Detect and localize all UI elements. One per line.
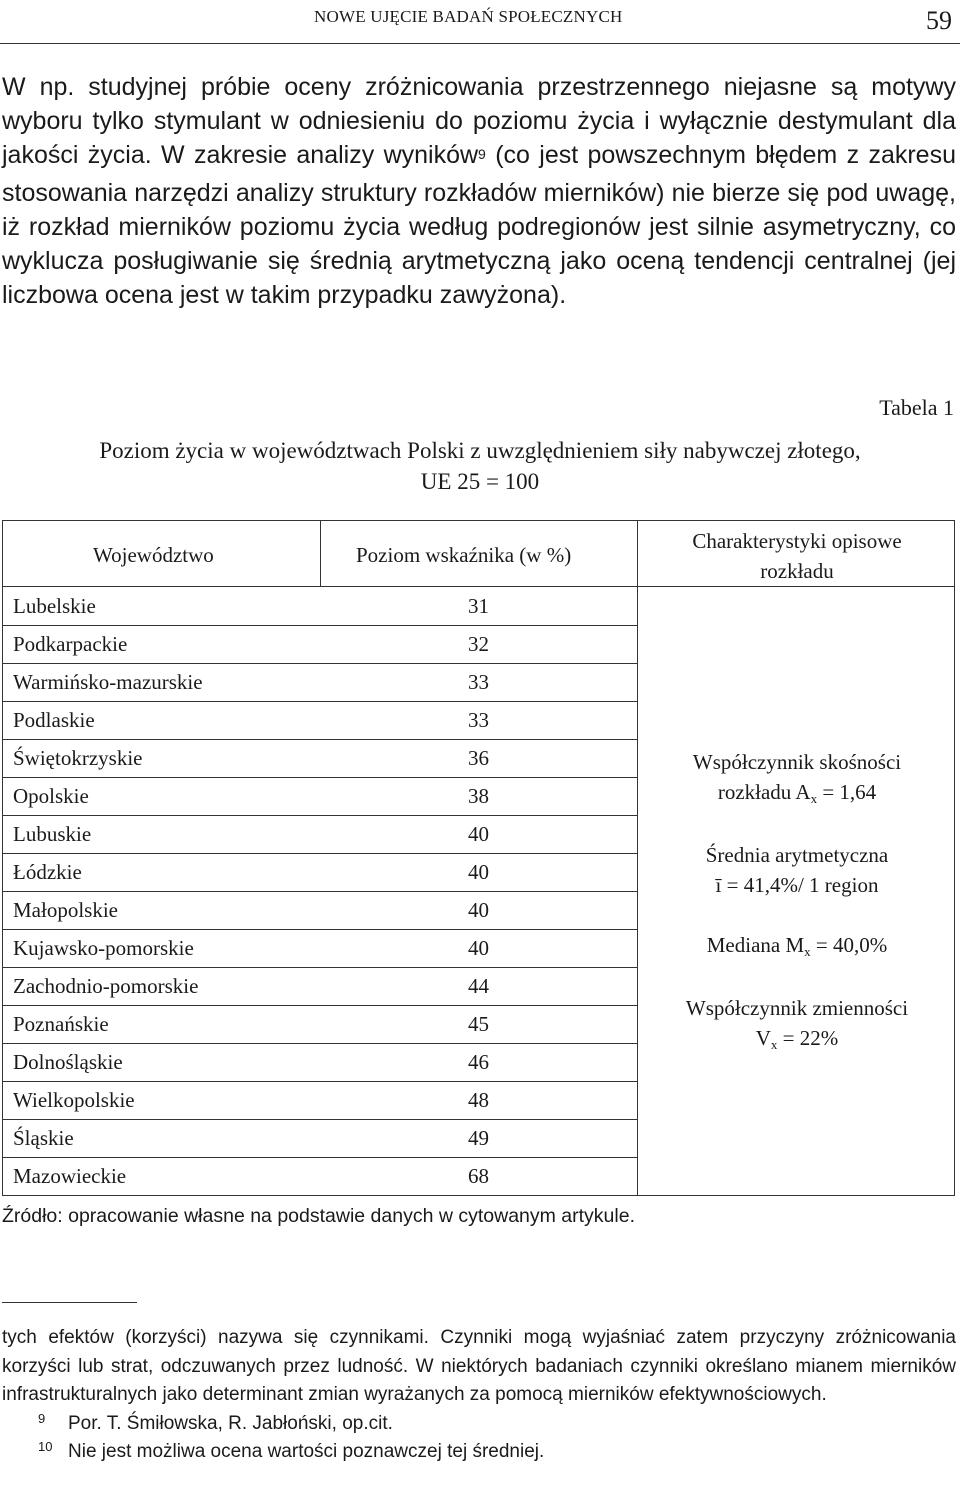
page-number: 59 (926, 6, 952, 35)
header-rule (0, 43, 960, 44)
table-row (3, 626, 637, 664)
skewness-label: Współczynnik skośności (692, 750, 902, 774)
table-label: Tabela 1 (879, 395, 954, 420)
data-table (2, 520, 955, 1196)
voivodeship-name: Małopolskie (13, 898, 118, 922)
index-value: 48 (468, 1088, 489, 1112)
voivodeship-name: Śląskie (13, 1126, 74, 1150)
header-stats-line-1: Charakterystyki opisowe (692, 529, 902, 553)
index-value: 38 (468, 784, 489, 808)
voivodeship-name: Poznańskie (13, 1012, 109, 1036)
footnote-10 (2, 1438, 956, 1467)
skewness-number: = 1,64 (817, 780, 877, 804)
variation-value (639, 1023, 955, 1056)
table-row (3, 778, 637, 816)
header-voivodeship: Województwo (93, 543, 214, 567)
header-descriptive-stats (639, 526, 955, 586)
voivodeship-name: Warmińsko-mazurskie (13, 670, 203, 694)
index-value: 33 (468, 708, 489, 732)
caption-line-2: UE 25 = 100 (420, 469, 540, 494)
skewness-subscript: x (810, 791, 818, 806)
index-value: 40 (468, 898, 489, 922)
footnote-mark: 10 (38, 1439, 53, 1454)
header-index-level: Poziom wskaźnika (w %) (356, 543, 572, 567)
index-value: 46 (468, 1050, 489, 1074)
table-row (3, 1158, 637, 1196)
mean-label: Średnia arytmetyczna (705, 843, 889, 867)
stat-median (639, 930, 955, 963)
index-value: 40 (468, 860, 489, 884)
table-row (3, 1082, 637, 1120)
voivodeship-name: Lubelskie (13, 594, 96, 618)
table-row (3, 1120, 637, 1158)
stat-variation (639, 993, 955, 1056)
running-title: NOWE UJĘCIE BADAŃ SPOŁECZNYCH (314, 7, 623, 26)
footnotes (2, 1324, 956, 1467)
index-value: 32 (468, 632, 489, 656)
skewness-prefix: rozkładu A (717, 780, 811, 804)
variation-subscript: x (770, 1037, 778, 1052)
table-row (3, 968, 637, 1006)
table-caption (0, 435, 960, 497)
voivodeship-name: Podkarpackie (13, 632, 128, 656)
table-row (3, 892, 637, 930)
median-subscript: x (804, 944, 811, 959)
mean-value: ī = 41,4%/ 1 region (715, 873, 879, 897)
table-source-note: Źródło: opracowanie własne na podstawie danych w cytowanym artykule. (2, 1205, 635, 1227)
footnote-text: Por. T. Śmiłowska, R. Jabłoński, op.cit. (68, 1412, 393, 1434)
voivodeship-name: Opolskie (13, 784, 89, 808)
paragraph-text-2: (co jest powszechnym błędem z zakresu stosowania narzędzi analizy struktury rozkładów mierników) nie bierze się pod uwagę, iż rozkład mierników poziomu życia według podregionów jest silnie asymetryczny, co wyklucza posługiwanie się średnią arytmetyczną jako oceną tendencji centralnej (jej liczbowa ocena jest w takim przypadku zawyżona). (2, 141, 956, 310)
median-number: = 40,0% (810, 933, 888, 957)
caption-line-1: Poziom życia w województwach Polski z uwzględnieniem siły nabywczej złotego, (99, 438, 861, 463)
footnote-ref-9: 9 (478, 146, 486, 163)
index-value: 31 (468, 594, 489, 618)
header-stats-line-2: rozkładu (760, 559, 834, 583)
page-header (0, 4, 960, 44)
index-value: 36 (468, 746, 489, 770)
variation-prefix: V (755, 1026, 771, 1050)
voivodeship-name: Kujawsko-pomorskie (13, 936, 194, 960)
voivodeship-name: Lubuskie (13, 822, 92, 846)
header-rule-left (3, 586, 637, 587)
voivodeship-name: Mazowieckie (13, 1164, 127, 1188)
voivodeship-name: Zachodnio-pomorskie (13, 974, 199, 998)
stat-skewness (639, 747, 955, 810)
footnote-mark: 9 (38, 1410, 46, 1426)
skewness-value (639, 777, 955, 810)
body-paragraph (2, 70, 956, 312)
table-row (3, 664, 637, 702)
index-value: 44 (468, 974, 489, 998)
table-row (3, 702, 637, 740)
index-value: 68 (468, 1164, 489, 1188)
table-body (3, 588, 637, 1196)
index-value: 40 (468, 822, 489, 846)
voivodeship-name: Łódzkie (13, 860, 82, 884)
paragraph-text-1: W np. studyjnej próbie oceny zróżnicowania przestrzennego niejasne są motywy wyboru tylko stymulant w odniesieniu do poziomu życia i wyłącznie destymulant dla jakości życia. W zakresie analizy wyników (2, 73, 956, 170)
voivodeship-name: Dolnośląskie (13, 1050, 123, 1074)
index-value: 40 (468, 936, 489, 960)
voivodeship-name: Podlaskie (13, 708, 95, 732)
table-row (3, 740, 637, 778)
footnote-continued: tych efektów (korzyści) nazywa się czynnikami. Czynniki mogą wyjaśniać zatem przyczyny zróżnicowania korzyści lub strat, odczuwanych przez ludność. W niektórych badaniach czynniki określano mianem mierników infrastrukturalnych jako determinant zmian wyrażanych za pomocą mierników efektywnościowych. (2, 1327, 956, 1405)
median-value (639, 930, 955, 963)
column-divider-2 (637, 521, 638, 1195)
header-rule-right (637, 586, 955, 587)
stats-cell (639, 747, 955, 1086)
voivodeship-name: Świętokrzyskie (13, 746, 143, 770)
footnote-9 (2, 1410, 956, 1439)
variation-label: Współczynnik zmienności (685, 996, 909, 1020)
table-row (3, 854, 637, 892)
column-divider-1 (320, 521, 321, 587)
median-prefix: Mediana M (706, 933, 805, 957)
index-value: 49 (468, 1126, 489, 1150)
table-row (3, 1044, 637, 1082)
voivodeship-name: Wielkopolskie (13, 1088, 135, 1112)
index-value: 45 (468, 1012, 489, 1036)
table-row (3, 930, 637, 968)
footnote-rule (2, 1302, 137, 1303)
table-row (3, 816, 637, 854)
table-row (3, 1006, 637, 1044)
footnote-text: Nie jest możliwa ocena wartości poznawczej tej średniej. (68, 1441, 545, 1462)
table-row (3, 588, 637, 626)
variation-number: = 22% (777, 1026, 839, 1050)
index-value: 33 (468, 670, 489, 694)
stat-mean (639, 840, 955, 900)
